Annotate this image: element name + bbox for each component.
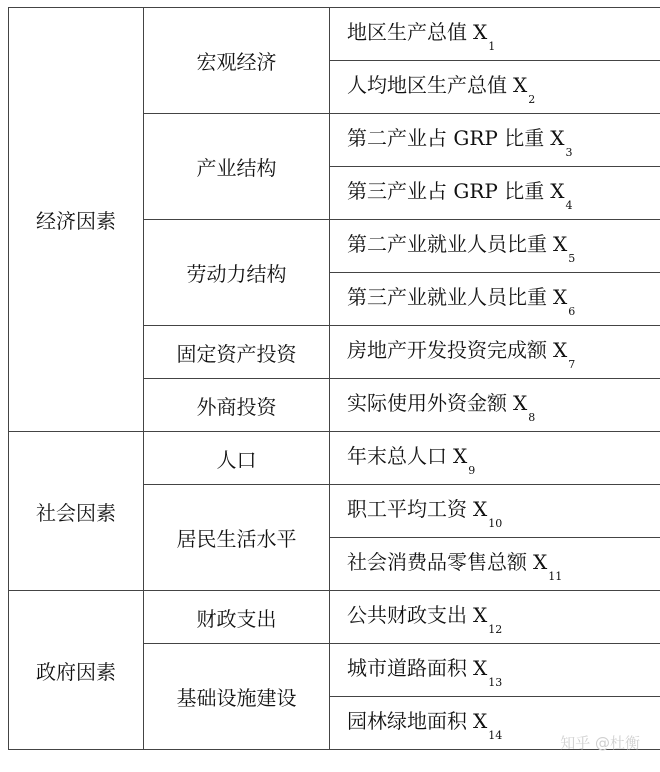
indicator-cell (330, 591, 660, 644)
indicator-cell (330, 167, 660, 220)
variable-subscript: 13 (488, 675, 503, 689)
variable-subscript: 1 (488, 39, 496, 53)
indicator-cell (330, 485, 660, 538)
table-row (9, 591, 660, 644)
variable-subscript: 4 (565, 198, 573, 212)
variable-symbol: X (473, 496, 488, 521)
indicator-name: 园林绿地面积 (347, 708, 467, 733)
indicator-cell (330, 538, 660, 591)
indicator-cell (330, 432, 660, 485)
category-cell: 社会因素 (9, 432, 144, 591)
group-cell: 固定资产投资 (144, 326, 330, 379)
variable-subscript: 6 (568, 304, 576, 318)
indicator-name: 职工平均工资 (347, 496, 467, 521)
variable-subscript: 11 (548, 569, 563, 583)
indicator-name: 人均地区生产总值 (347, 72, 507, 97)
indicator-name: 第三产业占 GRP 比重 (347, 178, 545, 203)
variable-symbol: X (553, 231, 568, 256)
variable-symbol: X (473, 19, 488, 44)
group-cell: 人口 (144, 432, 330, 485)
indicator-name: 城市道路面积 (347, 655, 467, 680)
group-cell: 财政支出 (144, 591, 330, 644)
factor-table-body (9, 8, 660, 750)
variable-symbol: X (553, 284, 568, 309)
variable-subscript: 10 (488, 516, 503, 530)
variable-symbol: X (550, 178, 565, 203)
indicator-cell (330, 644, 660, 697)
variable-symbol: X (473, 602, 488, 627)
variable-subscript: 7 (568, 357, 576, 371)
group-cell: 外商投资 (144, 379, 330, 432)
variable-subscript: 9 (468, 463, 476, 477)
group-cell: 劳动力结构 (144, 220, 330, 326)
table-row (9, 432, 660, 485)
indicator-cell (330, 8, 660, 61)
indicator-name: 实际使用外资金额 (347, 390, 507, 415)
indicator-name: 房地产开发投资完成额 (347, 337, 547, 362)
indicator-name: 地区生产总值 (347, 19, 467, 44)
indicator-cell (330, 379, 660, 432)
indicator-name: 社会消费品零售总额 (347, 549, 527, 574)
variable-symbol: X (550, 125, 565, 150)
indicator-name: 年末总人口 (347, 443, 447, 468)
indicator-cell (330, 61, 660, 114)
variable-subscript: 14 (488, 728, 503, 742)
indicator-cell (330, 326, 660, 379)
group-cell: 宏观经济 (144, 8, 330, 114)
indicator-cell (330, 220, 660, 273)
variable-subscript: 5 (568, 251, 576, 265)
indicator-name: 第二产业就业人员比重 (347, 231, 547, 256)
variable-subscript: 2 (528, 92, 536, 106)
factor-table (8, 7, 660, 750)
variable-symbol: X (473, 655, 488, 680)
indicator-name: 第三产业就业人员比重 (347, 284, 547, 309)
indicator-name: 公共财政支出 (347, 602, 467, 627)
variable-subscript: 12 (488, 622, 503, 636)
variable-symbol: X (533, 549, 548, 574)
category-cell: 经济因素 (9, 8, 144, 432)
variable-symbol: X (513, 390, 528, 415)
indicator-cell (330, 114, 660, 167)
indicator-name: 第二产业占 GRP 比重 (347, 125, 545, 150)
variable-subscript: 8 (528, 410, 536, 424)
group-cell: 居民生活水平 (144, 485, 330, 591)
table-row (9, 8, 660, 61)
watermark: 知乎 @杜衡 (560, 734, 640, 752)
category-cell: 政府因素 (9, 591, 144, 750)
variable-symbol: X (473, 708, 488, 733)
group-cell: 基础设施建设 (144, 644, 330, 750)
variable-symbol: X (553, 337, 568, 362)
variable-subscript: 3 (565, 145, 573, 159)
variable-symbol: X (453, 443, 468, 468)
indicator-cell (330, 273, 660, 326)
group-cell: 产业结构 (144, 114, 330, 220)
variable-symbol: X (513, 72, 528, 97)
